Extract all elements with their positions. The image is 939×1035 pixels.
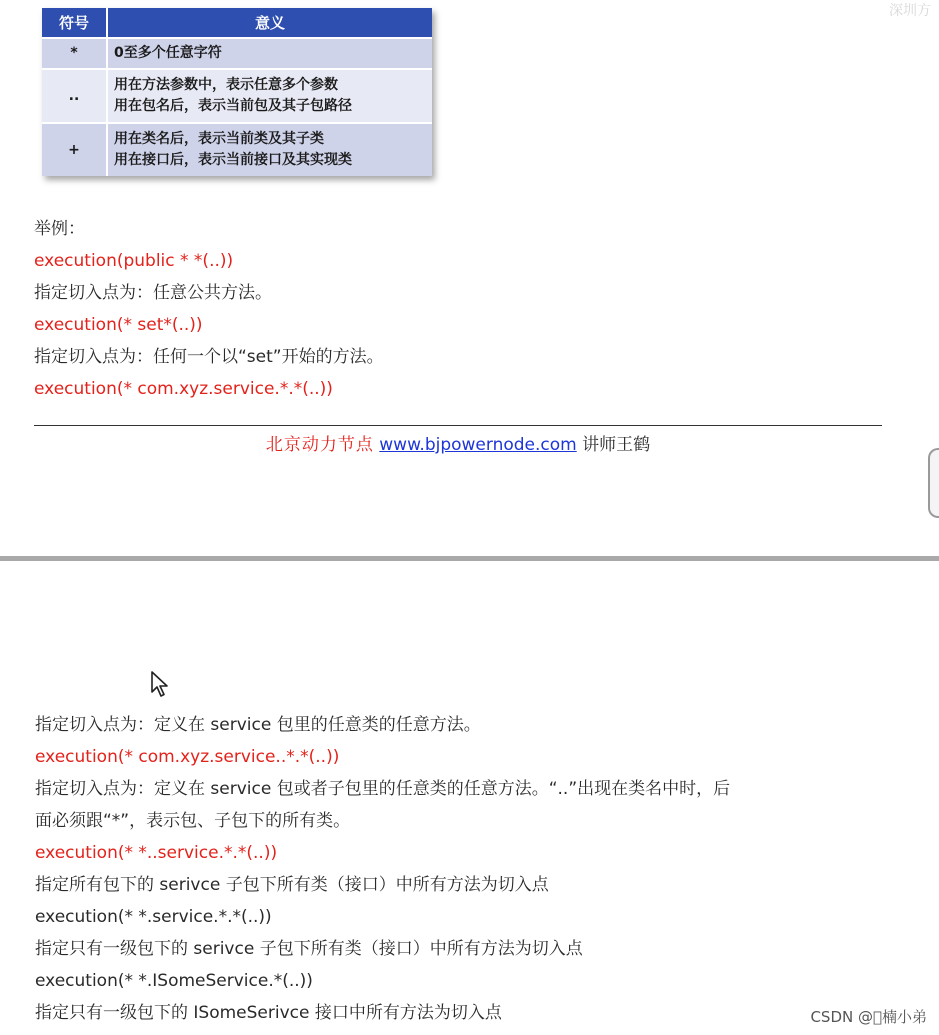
side-scroll-handle[interactable] — [928, 448, 939, 518]
bottom-line: 指定只有一级包下的 serivce 子包下所有类（接口）中所有方法为切入点 — [35, 939, 583, 959]
symbol-table-card — [42, 8, 432, 176]
symbol-cell: .. — [42, 69, 107, 123]
footer-link[interactable]: www.bjpowernode.com — [379, 435, 577, 455]
meaning-cell — [107, 123, 432, 176]
examples-block — [34, 213, 384, 405]
bottom-line: execution(* *.ISomeService.*(..)) — [35, 971, 313, 991]
table-row — [42, 123, 432, 176]
symbol-cell: * — [42, 38, 107, 69]
mouse-pointer-icon — [150, 670, 170, 702]
bottom-line: execution(* com.xyz.service..*.*(..)) — [35, 747, 340, 767]
bottom-slide-text — [35, 709, 895, 1029]
bottom-line: 指定切入点为：定义在 service 包或者子包里的任意类的任意方法。“..”出现在类名中时，后 — [35, 779, 731, 799]
footer-teacher: 讲师王鹤 — [582, 435, 651, 455]
bottom-line: 指定所有包下的 serivce 子包下所有类（接口）中所有方法为切入点 — [35, 875, 549, 895]
example-desc-line: 指定切入点为：任意公共方法。 — [34, 283, 272, 303]
meaning-line: 用在包名后，表示当前包及其子包路径 — [114, 98, 352, 114]
example-desc-line: 指定切入点为：任何一个以“set”开始的方法。 — [34, 347, 384, 367]
footer-rule — [34, 425, 882, 426]
table-header-symbol: 符号 — [42, 8, 107, 38]
symbol-table — [42, 8, 432, 176]
bottom-line: execution(* *..service.*.*(..)) — [35, 843, 278, 863]
bottom-line: execution(* *.service.*.*(..)) — [35, 907, 272, 927]
table-row — [42, 69, 432, 123]
table-row — [42, 38, 432, 69]
example-code-line: execution(* com.xyz.service.*.*(..)) — [34, 379, 333, 399]
corner-faint-text: 深圳方 — [889, 3, 931, 19]
meaning-cell — [107, 69, 432, 123]
bottom-line: 指定只有一级包下的 ISomeSerivce 接口中所有方法为切入点 — [35, 1003, 502, 1023]
meaning-line: 用在方法参数中，表示任意多个参数 — [114, 77, 338, 93]
symbol-cell: + — [42, 123, 107, 176]
meaning-line: 0至多个任意字符 — [114, 45, 222, 61]
meaning-line: 用在接口后，表示当前接口及其实现类 — [114, 152, 352, 168]
bottom-line: 面必须跟“*”，表示包、子包下的所有类。 — [35, 811, 351, 831]
meaning-line: 用在类名后，表示当前类及其子类 — [114, 131, 324, 147]
example-code-line: execution(* set*(..)) — [34, 315, 203, 335]
example-code-line: execution(public * *(..)) — [34, 251, 234, 271]
examples-heading: 举例： — [34, 219, 85, 239]
footer-brand: 北京动力节点 — [265, 435, 374, 455]
table-header-meaning: 意义 — [107, 8, 432, 38]
meaning-cell — [107, 38, 432, 69]
slide-divider — [0, 556, 939, 561]
bottom-line: 指定切入点为：定义在 service 包里的任意类的任意方法。 — [35, 715, 481, 735]
csdn-watermark: CSDN @ 楠小弟 — [810, 1008, 927, 1026]
slide-footer — [0, 430, 916, 455]
